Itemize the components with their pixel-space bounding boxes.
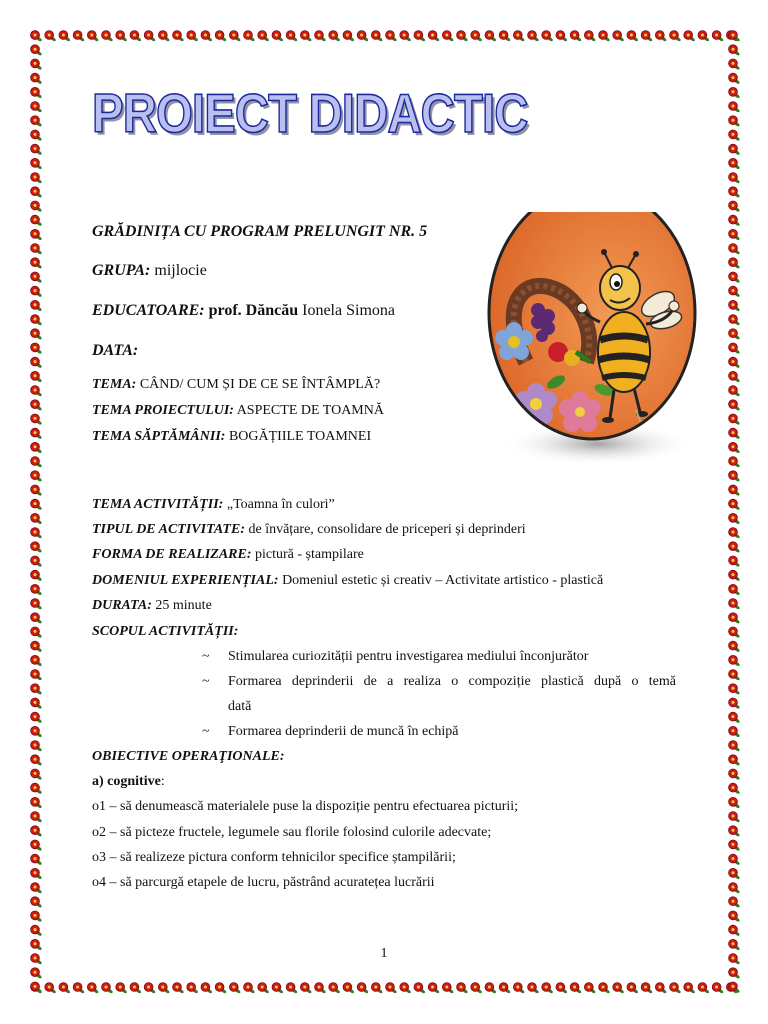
border-flower-icon	[729, 173, 740, 184]
border-flower-icon	[729, 556, 740, 567]
border-flower-icon	[570, 31, 582, 42]
border-flower-icon	[286, 983, 298, 994]
border-flower-icon	[315, 983, 327, 994]
domeniul-label: DOMENIUL EXPERIENȚIAL:	[92, 573, 279, 588]
border-flower-icon	[729, 542, 740, 553]
border-flower-icon	[400, 31, 412, 42]
objective-o4: o4 – să parcurgă etapele de lucru, păstrând acuratețea lucrării	[92, 875, 435, 890]
objective-o2: o2 – să picteze fructele, legumele sau florile folosind culorile adecvate;	[92, 825, 492, 840]
data-label: DATA:	[92, 342, 139, 359]
border-flower-icon	[414, 31, 426, 42]
border-flower-icon	[244, 983, 256, 994]
border-flower-icon	[729, 329, 740, 340]
border-flower-icon	[729, 343, 740, 354]
border-flower-icon	[144, 31, 156, 42]
tema-activitatii-label: TEMA ACTIVITĂȚII:	[92, 497, 224, 512]
tema-label: TEMA:	[92, 377, 137, 392]
border-flower-icon	[729, 783, 740, 794]
border-flower-icon	[729, 229, 740, 240]
border-flower-icon	[31, 229, 42, 240]
border-flower-icon	[414, 983, 426, 994]
border-flower-icon	[31, 45, 42, 56]
border-flower-icon	[31, 840, 42, 851]
border-flower-icon	[729, 73, 740, 84]
border-flower-icon	[315, 31, 327, 42]
grupa-line	[92, 262, 207, 280]
tema-saptamanii-label: TEMA SĂPTĂMÂNII:	[92, 429, 226, 444]
border-flower-icon	[31, 670, 42, 681]
border-flower-icon	[684, 983, 696, 994]
tema-saptamanii-line	[92, 429, 371, 445]
border-flower-icon	[31, 73, 42, 84]
border-flower-icon	[31, 102, 42, 113]
border-flower-icon	[229, 31, 241, 42]
tema-activitatii-line	[92, 497, 335, 513]
scop-bullet-2: ~	[202, 674, 210, 689]
forma-realizare-line	[92, 547, 364, 563]
border-flower-icon	[729, 599, 740, 610]
educatoare-line	[92, 302, 395, 320]
border-flower-icon	[485, 31, 497, 42]
border-flower-icon	[729, 670, 740, 681]
border-flower-icon	[698, 31, 710, 42]
border-flower-icon	[31, 414, 42, 425]
border-flower-icon	[442, 31, 454, 42]
document-title: PROIECT DIDACTIC	[92, 82, 528, 144]
border-flower-icon	[31, 684, 42, 695]
grupa-value: mijlocie	[150, 262, 207, 279]
border-flower-icon	[31, 499, 42, 510]
border-flower-icon	[627, 983, 639, 994]
scop-item-2-line-2: dată	[228, 699, 252, 714]
border-flower-icon	[31, 769, 42, 780]
border-flower-icon	[729, 144, 740, 155]
title-block	[92, 82, 599, 144]
border-flower-icon	[457, 31, 469, 42]
border-flower-icon	[31, 457, 42, 468]
forma-realizare-value: pictură - ștampilare	[251, 547, 364, 562]
border-flower-icon	[31, 755, 42, 766]
border-flower-icon	[613, 31, 625, 42]
border-flower-icon	[729, 613, 740, 624]
border-flower-icon	[31, 613, 42, 624]
border-flower-icon	[31, 428, 42, 439]
border-flower-icon	[173, 983, 185, 994]
border-flower-icon	[729, 641, 740, 652]
border-flower-icon	[31, 584, 42, 595]
border-flower-icon	[729, 684, 740, 695]
border-flower-icon	[300, 31, 312, 42]
border-flower-icon	[73, 31, 85, 42]
border-flower-icon	[729, 158, 740, 169]
border-flower-icon	[729, 712, 740, 723]
border-flower-icon	[729, 442, 740, 453]
border-flower-icon	[215, 983, 227, 994]
border-flower-icon	[729, 854, 740, 865]
cognitive-colon: :	[160, 774, 165, 789]
border-flower-icon	[31, 897, 42, 908]
border-flower-icon	[729, 414, 740, 425]
border-flower-icon	[386, 983, 398, 994]
border-flower-icon	[116, 31, 128, 42]
border-flower-icon	[670, 983, 682, 994]
durata-value: 25 minute	[151, 598, 212, 613]
border-flower-icon	[400, 983, 412, 994]
page-number: 1	[380, 946, 388, 961]
educatoare-name: Ionela Simona	[298, 302, 395, 319]
border-flower-icon	[513, 31, 525, 42]
activity-photo	[486, 212, 698, 470]
border-flower-icon	[31, 400, 42, 411]
border-flower-icon	[31, 471, 42, 482]
border-flower-icon	[528, 983, 540, 994]
border-flower-icon	[272, 983, 284, 994]
border-flower-icon	[729, 272, 740, 283]
border-flower-icon	[357, 983, 369, 994]
border-flower-icon	[31, 144, 42, 155]
border-flower-icon	[729, 797, 740, 808]
border-flower-icon	[329, 983, 341, 994]
forma-realizare-label: FORMA DE REALIZARE:	[92, 547, 252, 562]
border-flower-icon	[729, 627, 740, 638]
grupa-label: GRUPA:	[92, 262, 151, 279]
border-flower-icon	[599, 31, 611, 42]
border-flower-icon	[31, 599, 42, 610]
tema-activitatii-value: „Toamna în culori”	[223, 497, 335, 512]
border-flower-icon	[698, 983, 710, 994]
tema-value: CÂND/ CUM ȘI DE CE SE ÎNTÂMPLĂ?	[136, 377, 381, 392]
border-flower-icon	[31, 201, 42, 212]
border-flower-icon	[31, 911, 42, 922]
border-flower-icon	[729, 655, 740, 666]
border-flower-icon	[31, 272, 42, 283]
border-flower-icon	[31, 286, 42, 297]
educatoare-surname: Dăncău	[241, 302, 299, 319]
border-flower-icon	[31, 87, 42, 98]
flower-border-bottom	[28, 980, 740, 994]
border-flower-icon	[729, 300, 740, 311]
border-flower-icon	[31, 812, 42, 823]
border-flower-icon	[31, 556, 42, 567]
border-flower-icon	[542, 31, 554, 42]
border-flower-icon	[729, 528, 740, 539]
border-flower-icon	[729, 840, 740, 851]
border-flower-icon	[31, 883, 42, 894]
scop-bullet-3: ~	[202, 724, 210, 739]
border-flower-icon	[729, 357, 740, 368]
border-flower-icon	[684, 31, 696, 42]
border-flower-icon	[357, 31, 369, 42]
border-flower-icon	[485, 983, 497, 994]
border-flower-icon	[729, 755, 740, 766]
border-flower-icon	[655, 983, 667, 994]
border-flower-icon	[31, 371, 42, 382]
tipul-activitate-line	[92, 522, 526, 538]
border-flower-icon	[729, 315, 740, 326]
border-flower-icon	[729, 87, 740, 98]
border-flower-icon	[31, 31, 42, 42]
border-flower-icon	[729, 584, 740, 595]
border-flower-icon	[31, 982, 42, 993]
border-flower-icon	[158, 983, 170, 994]
border-flower-icon	[729, 371, 740, 382]
border-flower-icon	[31, 244, 42, 255]
border-flower-icon	[729, 286, 740, 297]
border-flower-icon	[729, 499, 740, 510]
border-flower-icon	[343, 983, 355, 994]
border-flower-icon	[729, 812, 740, 823]
border-flower-icon	[31, 315, 42, 326]
border-flower-icon	[31, 187, 42, 198]
border-flower-icon	[31, 513, 42, 524]
border-flower-icon	[31, 826, 42, 837]
border-flower-icon	[729, 513, 740, 524]
border-flower-icon	[371, 983, 383, 994]
border-flower-icon	[729, 187, 740, 198]
border-flower-icon	[31, 116, 42, 127]
border-flower-icon	[729, 868, 740, 879]
border-flower-icon	[729, 428, 740, 439]
border-flower-icon	[258, 983, 270, 994]
border-flower-icon	[729, 897, 740, 908]
border-flower-icon	[428, 983, 440, 994]
border-flower-icon	[729, 59, 740, 70]
border-flower-icon	[729, 726, 740, 737]
border-flower-icon	[613, 983, 625, 994]
border-flower-icon	[31, 215, 42, 226]
border-flower-icon	[729, 570, 740, 581]
border-flower-icon	[31, 357, 42, 368]
border-flower-icon	[31, 925, 42, 936]
cognitive-label: a) cognitive	[92, 774, 161, 789]
border-flower-icon	[31, 59, 42, 70]
border-flower-icon	[31, 528, 42, 539]
border-flower-icon	[641, 31, 653, 42]
border-flower-icon	[215, 31, 227, 42]
border-flower-icon	[528, 31, 540, 42]
border-flower-icon	[31, 542, 42, 553]
border-flower-icon	[712, 31, 724, 42]
cognitive-line	[92, 774, 165, 790]
border-flower-icon	[471, 983, 483, 994]
border-flower-icon	[729, 201, 740, 212]
tipul-activitate-label: TIPUL DE ACTIVITATE:	[92, 522, 245, 537]
border-flower-icon	[31, 698, 42, 709]
border-flower-icon	[229, 983, 241, 994]
border-flower-icon	[729, 968, 740, 979]
border-flower-icon	[386, 31, 398, 42]
tema-saptamanii-value: BOGĂȚIILE TOAMNEI	[225, 429, 372, 444]
flower-border-top	[28, 28, 740, 42]
border-flower-icon	[31, 343, 42, 354]
tema-proiectului-value: ASPECTE DE TOAMNĂ	[233, 403, 384, 418]
border-flower-icon	[729, 400, 740, 411]
border-flower-icon	[670, 31, 682, 42]
border-flower-icon	[428, 31, 440, 42]
flower-border-left	[28, 28, 42, 994]
border-flower-icon	[31, 783, 42, 794]
border-flower-icon	[729, 457, 740, 468]
border-flower-icon	[655, 31, 667, 42]
border-flower-icon	[729, 982, 740, 993]
border-flower-icon	[286, 31, 298, 42]
border-flower-icon	[300, 983, 312, 994]
border-flower-icon	[729, 102, 740, 113]
scop-item-2-line-1: Formarea deprinderii de a realiza o compoziție plastică după o temă	[228, 674, 676, 689]
border-flower-icon	[45, 31, 57, 42]
border-flower-icon	[729, 741, 740, 752]
objective-o1: o1 – să denumească materialele puse la dispoziție pentru efectuarea picturii;	[92, 799, 519, 814]
border-flower-icon	[641, 983, 653, 994]
border-flower-icon	[31, 158, 42, 169]
border-flower-icon	[499, 983, 511, 994]
border-flower-icon	[729, 485, 740, 496]
border-flower-icon	[187, 983, 199, 994]
border-flower-icon	[570, 983, 582, 994]
border-flower-icon	[187, 31, 199, 42]
domeniul-value: Domeniul estetic și creativ – Activitate artistico - plastică	[278, 573, 604, 588]
educatoare-label: EDUCATOARE:	[92, 302, 205, 319]
border-flower-icon	[729, 883, 740, 894]
border-flower-icon	[457, 983, 469, 994]
border-flower-icon	[729, 911, 740, 922]
border-flower-icon	[31, 485, 42, 496]
border-flower-icon	[329, 31, 341, 42]
border-flower-icon	[729, 826, 740, 837]
flower-border-right	[726, 28, 740, 994]
border-flower-icon	[729, 215, 740, 226]
border-flower-icon	[73, 983, 85, 994]
domeniul-line	[92, 573, 603, 589]
border-flower-icon	[31, 627, 42, 638]
border-flower-icon	[258, 31, 270, 42]
border-flower-icon	[31, 968, 42, 979]
scopul-label: SCOPUL ACTIVITĂȚII:	[92, 624, 239, 639]
border-flower-icon	[371, 31, 383, 42]
border-flower-icon	[173, 31, 185, 42]
border-flower-icon	[87, 31, 99, 42]
border-flower-icon	[729, 45, 740, 56]
border-flower-icon	[471, 31, 483, 42]
border-flower-icon	[116, 983, 128, 994]
border-flower-icon	[542, 983, 554, 994]
scop-item-1: Stimularea curiozității pentru investigarea mediului înconjurător	[228, 649, 589, 664]
border-flower-icon	[31, 726, 42, 737]
tema-proiectului-line	[92, 403, 384, 419]
border-flower-icon	[87, 983, 99, 994]
border-flower-icon	[130, 983, 142, 994]
border-flower-icon	[729, 130, 740, 141]
border-flower-icon	[729, 31, 740, 42]
border-flower-icon	[729, 698, 740, 709]
scop-item-3: Formarea deprinderii de muncă în echipă	[228, 724, 459, 739]
border-flower-icon	[31, 854, 42, 865]
scop-bullet-1: ~	[202, 649, 210, 664]
educatoare-prof: prof.	[204, 302, 242, 319]
border-flower-icon	[712, 983, 724, 994]
border-flower-icon	[729, 244, 740, 255]
border-flower-icon	[102, 31, 114, 42]
border-flower-icon	[729, 386, 740, 397]
border-flower-icon	[513, 983, 525, 994]
border-flower-icon	[272, 31, 284, 42]
border-flower-icon	[729, 258, 740, 269]
border-flower-icon	[31, 797, 42, 808]
border-flower-icon	[584, 31, 596, 42]
border-flower-icon	[31, 130, 42, 141]
border-flower-icon	[729, 769, 740, 780]
gradinita-line: GRĂDINIȚA CU PROGRAM PRELUNGIT NR. 5	[92, 223, 428, 240]
durata-line	[92, 598, 212, 614]
border-flower-icon	[31, 570, 42, 581]
border-flower-icon	[244, 31, 256, 42]
border-flower-icon	[31, 329, 42, 340]
tipul-activitate-value: de învățare, consolidare de priceperi și deprinderi	[244, 522, 526, 537]
border-flower-icon	[729, 925, 740, 936]
border-flower-icon	[144, 983, 156, 994]
border-flower-icon	[599, 983, 611, 994]
objective-o3: o3 – să realizeze pictura conform tehnicilor specifice ștampilării;	[92, 850, 456, 865]
border-flower-icon	[627, 31, 639, 42]
border-flower-icon	[31, 712, 42, 723]
border-flower-icon	[343, 31, 355, 42]
tema-proiectului-label: TEMA PROIECTULUI:	[92, 403, 234, 418]
border-flower-icon	[31, 641, 42, 652]
border-flower-icon	[499, 31, 511, 42]
border-flower-icon	[31, 741, 42, 752]
border-flower-icon	[45, 983, 57, 994]
border-flower-icon	[31, 868, 42, 879]
border-flower-icon	[442, 983, 454, 994]
durata-label: DURATA:	[92, 598, 152, 613]
border-flower-icon	[102, 983, 114, 994]
border-flower-icon	[31, 258, 42, 269]
tema-line	[92, 377, 380, 393]
border-flower-icon	[31, 655, 42, 666]
border-flower-icon	[31, 386, 42, 397]
border-flower-icon	[729, 471, 740, 482]
border-flower-icon	[556, 983, 568, 994]
border-flower-icon	[59, 983, 71, 994]
objectives-heading: OBIECTIVE OPERAŢIONALE:	[92, 749, 285, 764]
border-flower-icon	[31, 442, 42, 453]
border-flower-icon	[201, 31, 213, 42]
border-flower-icon	[130, 31, 142, 42]
border-flower-icon	[729, 116, 740, 127]
border-flower-icon	[556, 31, 568, 42]
border-flower-icon	[59, 31, 71, 42]
border-flower-icon	[31, 300, 42, 311]
border-flower-icon	[584, 983, 596, 994]
border-flower-icon	[201, 983, 213, 994]
border-flower-icon	[158, 31, 170, 42]
border-flower-icon	[31, 173, 42, 184]
